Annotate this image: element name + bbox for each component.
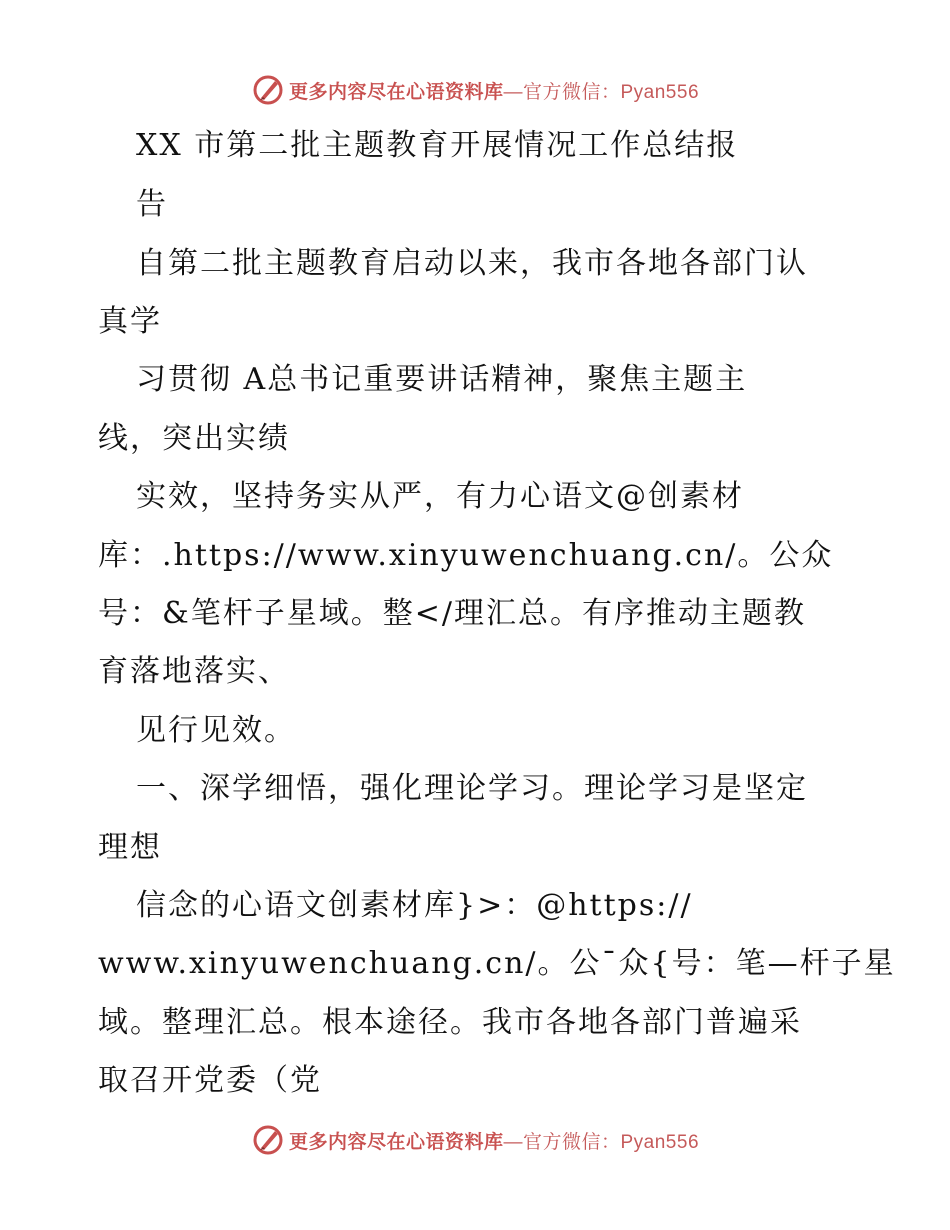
text-line: 库：.https://www.xinyuwenchuang.cn/。公众 [98,538,834,573]
banner-tagline: 更多内容尽在心语资料库 [288,1130,504,1153]
text-line: XX 市第二批主题教育开展情况工作总结报 [136,128,739,163]
text-line: 理想 [98,830,162,865]
text-line: 信念的心语文创素材库}>：@https:// [136,888,693,923]
text-line: 域。整理汇总。根本途径。我市各地各部门普遍采 [98,1005,802,1040]
text-line: 育落地落实、 [98,654,290,689]
fountain-pen-icon [251,1123,285,1157]
footer-banner [0,1120,950,1160]
text-line: 见行见效。 [136,713,296,748]
text-line: 实效，坚持务实从严，有力心语文@创素材 [136,479,744,514]
text-line: 取召开党委（党 [98,1063,322,1098]
text-line: 真学 [98,304,162,339]
header-banner [0,70,950,110]
text-line: www.xinyuwenchuang.cn/。公¯众{号：笔—杆子星 [98,946,896,981]
text-line: 一、深学细悟，强化理论学习。理论学习是坚定 [136,771,808,806]
banner-account: —官方微信：Pyan556 [503,1131,700,1153]
text-line: 告 [136,187,168,222]
fountain-pen-icon [251,73,285,107]
text-line: 线，突出实绩 [98,421,290,456]
banner-tagline: 更多内容尽在心语资料库 [288,80,504,103]
text-line: 号：&笔杆子星域。整</理汇总。有序推动主题教 [98,596,806,631]
text-line: 习贯彻 A总书记重要讲话精神，聚焦主题主 [136,362,748,397]
text-line: 自第二批主题教育启动以来，我市各地各部门认 [136,246,808,281]
banner-account: —官方微信：Pyan556 [503,81,700,103]
